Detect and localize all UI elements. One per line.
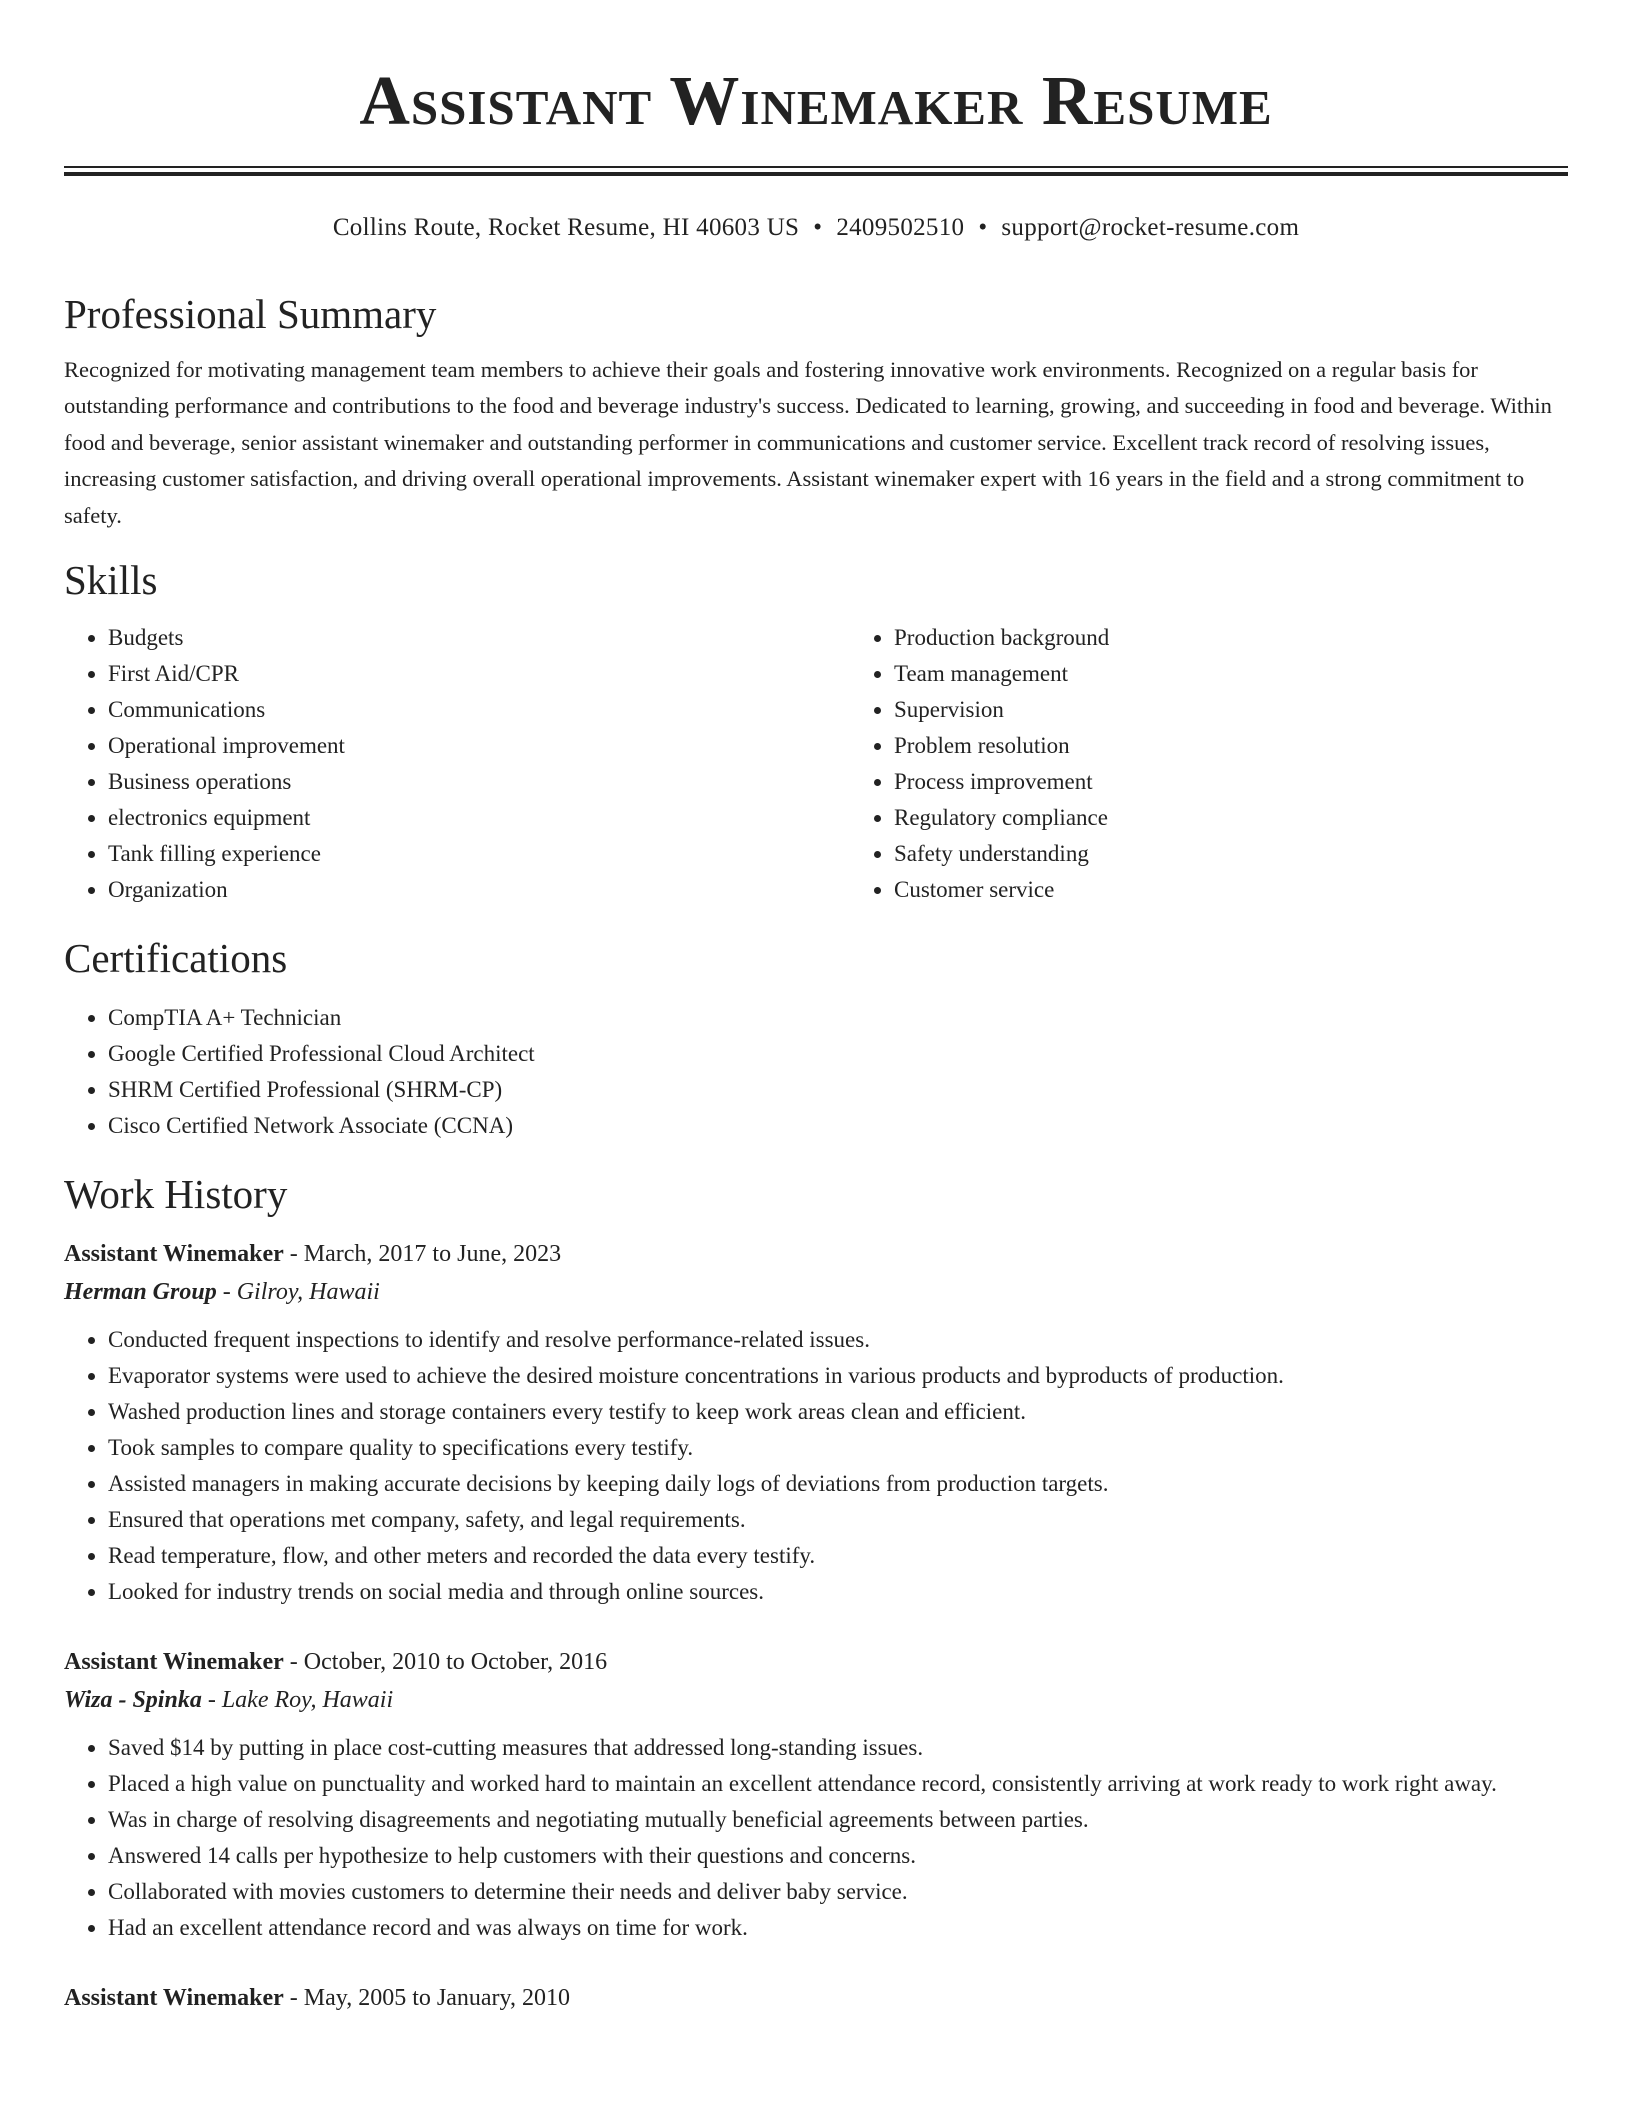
skill-item: • Regulatory compliance	[894, 800, 1568, 836]
skill-item: • Supervision	[894, 692, 1568, 728]
certification-item: • CompTIA A+ Technician	[108, 1000, 1568, 1036]
job-company-line	[64, 1274, 1568, 1310]
job-location: Lake Roy, Hawaii	[221, 1687, 394, 1714]
certification-item: • Cisco Certified Network Associate (CCNA)	[108, 1108, 1568, 1144]
job-title-line	[64, 1980, 1568, 2016]
skill-item: • Communications	[108, 692, 850, 728]
skill-item: • Process improvement	[894, 764, 1568, 800]
job-entry	[64, 1236, 1568, 1610]
job-title: Assistant Winemaker	[64, 1985, 284, 2012]
job-dates: March, 2017 to June, 2023	[303, 1241, 562, 1268]
job-dash: -	[201, 1687, 222, 1714]
skill-item: • Operational improvement	[108, 728, 850, 764]
job-title-line	[64, 1236, 1568, 1272]
job-company: Wiza - Spinka	[64, 1687, 202, 1714]
job-bullets	[64, 1730, 1568, 1946]
job-title: Assistant Winemaker	[64, 1649, 284, 1676]
summary-text: Recognized for motivating management team members to achieve their goals and fostering innovative work environments. Recognized on a regular basis for outstanding performance and contributions to the food and beverage industry's success. Dedicated to learning, growing, and succeeding in food and beverage. Within food and beverage, senior assistant winemaker and outstanding performer in communications and customer service. Excellent track record of resolving issues, increasing customer satisfaction, and driving overall operational improvements. Assistant winemaker expert with 16 years in the field and a strong commitment to safety.	[64, 357, 1552, 528]
skill-item: • First Aid/CPR	[108, 656, 850, 692]
certification-item: • Google Certified Professional Cloud Architect	[108, 1036, 1568, 1072]
contact-separator: •	[978, 214, 988, 241]
job-dates: May, 2005 to January, 2010	[303, 1985, 570, 2012]
job-bullets	[64, 1322, 1568, 1610]
skill-item: • electronics equipment	[108, 800, 850, 836]
job-bullet: • Placed a high value on punctuality and worked hard to maintain an excellent attendance record, consistently arriving at work ready to work right away.	[108, 1766, 1568, 1802]
skill-item: • Team management	[894, 656, 1568, 692]
skill-item: • Budgets	[108, 620, 850, 656]
resume-title: Assistant Winemaker Resume	[359, 63, 1273, 140]
job-bullet: • Conducted frequent inspections to identify and resolve performance-related issues.	[108, 1322, 1568, 1358]
certifications-list	[64, 1000, 1568, 1144]
job-bullet: • Evaporator systems were used to achieve the desired moisture concentrations in various products and byproducts of production.	[108, 1358, 1568, 1394]
skill-item: • Production background	[894, 620, 1568, 656]
skills-heading: Skills	[64, 557, 158, 604]
job-location: Gilroy, Hawaii	[236, 1279, 380, 1306]
job-bullet: • Assisted managers in making accurate decisions by keeping daily logs of deviations from production targets.	[108, 1466, 1568, 1502]
contact-phone: 2409502510	[836, 214, 965, 241]
skill-item: • Tank filling experience	[108, 836, 850, 872]
job-bullet: • Collaborated with movies customers to determine their needs and deliver baby service.	[108, 1874, 1568, 1910]
job-bullet: • Looked for industry trends on social media and through online sources.	[108, 1574, 1568, 1610]
skill-item: • Safety understanding	[894, 836, 1568, 872]
job-company: Herman Group	[64, 1279, 217, 1306]
skill-item: • Customer service	[894, 872, 1568, 908]
job-entry	[64, 1644, 1568, 1946]
certification-item: • SHRM Certified Professional (SHRM-CP)	[108, 1072, 1568, 1108]
job-bullet: • Was in charge of resolving disagreements and negotiating mutually beneficial agreements between parties.	[108, 1802, 1568, 1838]
contact-email: support@rocket-resume.com	[1001, 214, 1300, 241]
job-title-line	[64, 1644, 1568, 1680]
job-dash: -	[283, 1241, 304, 1268]
job-bullet: • Washed production lines and storage containers every testify to keep work areas clean and efficient.	[108, 1394, 1568, 1430]
contact-address: Collins Route, Rocket Resume, HI 40603 US	[332, 214, 800, 241]
job-dash: -	[216, 1279, 237, 1306]
job-title: Assistant Winemaker	[64, 1241, 284, 1268]
skills-columns	[64, 620, 1568, 908]
title-divider	[64, 166, 1568, 176]
job-dash: -	[283, 1649, 304, 1676]
contact-line	[64, 212, 1568, 244]
job-bullet: • Had an excellent attendance record and was always on time for work.	[108, 1910, 1568, 1946]
skills-list-left	[64, 620, 850, 908]
skill-item: • Organization	[108, 872, 850, 908]
skill-item: • Business operations	[108, 764, 850, 800]
job-dash: -	[283, 1985, 304, 2012]
summary-heading: Professional Summary	[64, 291, 437, 337]
skills-list-right	[850, 620, 1568, 908]
job-company-line	[64, 1682, 1568, 1718]
job-bullet: • Answered 14 calls per hypothesize to help customers with their questions and concerns.	[108, 1838, 1568, 1874]
skill-item: • Problem resolution	[894, 728, 1568, 764]
job-bullet: • Read temperature, flow, and other meters and recorded the data every testify.	[108, 1538, 1568, 1574]
job-dates: October, 2010 to October, 2016	[303, 1649, 608, 1676]
job-bullet: • Saved $14 by putting in place cost-cutting measures that addressed long-standing issues.	[108, 1730, 1568, 1766]
work-history-heading: Work History	[64, 1171, 288, 1218]
certifications-heading: Certifications	[64, 935, 288, 982]
job-entry	[64, 1980, 1568, 2016]
job-bullet: • Took samples to compare quality to specifications every testify.	[108, 1430, 1568, 1466]
contact-separator: •	[813, 214, 823, 241]
job-bullet: • Ensured that operations met company, safety, and legal requirements.	[108, 1502, 1568, 1538]
